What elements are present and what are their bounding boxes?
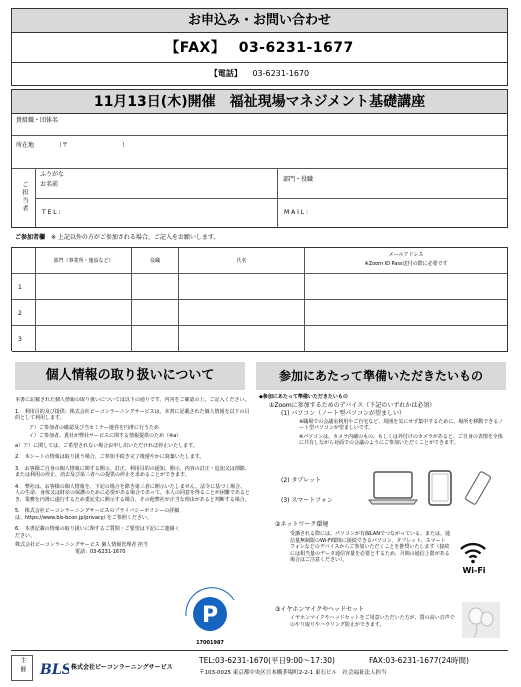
wifi-icon [458, 540, 488, 568]
name-label: お名前 [40, 180, 59, 188]
address-label: 所在地 [16, 142, 35, 149]
tel-field-label: T E L : [42, 209, 61, 216]
tel-line [12, 63, 507, 85]
privacy-paragraph: 本書に記載された個人情報の取り扱いについては以下の通りです。内容をご確認の上、ご記入ください。 [15, 397, 250, 403]
privacy-contact-company: 株式会社ビーコンラーニングサービス 個人情報管理者 担当 [15, 542, 148, 548]
privacy-title: 個人情報の取り扱いについて [15, 362, 245, 390]
row-dept-input[interactable] [36, 300, 132, 326]
event-title: 11月13日(木)開催 福祉現場マネジメント基礎講座 [11, 89, 508, 114]
company-logo [39, 658, 69, 680]
email-header-label: メールアドレス [388, 252, 424, 258]
prep-network-text: 受講される際には、パソコンが有線LANでつながっている、または、通信量無制限のWi-Fi環境に接続できるパソコン、タブレット、スマートフォンなどのデバイスからご参加いただくことを推奨いたします（接続には相当量のデータ通信容量を必要とするため、月間の通信上限がある場合はご注意ください）。 [290, 531, 450, 563]
company-name: 株式会社ビーコンラーニングサービス [71, 664, 173, 671]
prep-item2-title: ②ネットワーク環境 [275, 521, 329, 528]
col-email-header [305, 248, 508, 274]
tel-label: 【電話】 [209, 69, 242, 78]
svg-text:BLS: BLS [40, 662, 69, 678]
person-name-field[interactable] [36, 169, 278, 199]
prep-phone-label: (3) スマートフォン [281, 497, 333, 504]
prep-lead: ◆参加にあたって準備いただきたいもの [259, 394, 348, 400]
prep-pc-note1: ※職場での会議室利用やご自宅など、周囲を気にせず集中するために、場所を移動できるノート型パソコンが望ましいです。 [299, 418, 504, 431]
row-dept-input[interactable] [36, 274, 132, 300]
contact-title: お申込み・お問い合わせ [12, 9, 507, 33]
row-email-input[interactable] [305, 274, 508, 300]
row-name-input[interactable] [179, 300, 305, 326]
privacy-mark-number: 17001987 [196, 640, 224, 646]
row-email-input[interactable] [305, 326, 508, 352]
laptop-icon [368, 470, 418, 510]
mail-field[interactable] [278, 199, 507, 227]
prep-headset-text: イヤホンマイクやヘッドセットをご用意いただいた方が、質の高い音声でのやり取りやハウリング防止ができます。 [290, 615, 455, 628]
privacy-paragraph: a）ア）に関しては、ご希望されない場合お申し出いただければ停止いたします。 [15, 442, 198, 449]
tablet-icon [428, 470, 452, 510]
col-num-header [12, 248, 36, 274]
prep-item3-title: ③イヤホンマイクやヘッドセット [275, 606, 364, 613]
headset-icon [462, 602, 500, 642]
privacy-mark-logo [180, 580, 240, 640]
tel-number: 03-6231-1670 [252, 69, 310, 78]
furigana-label: ふりがな [40, 171, 65, 178]
row-number: 1 [12, 274, 36, 300]
row-number: 3 [12, 326, 36, 352]
row-name-input[interactable] [179, 274, 305, 300]
tel-field[interactable] [36, 199, 278, 227]
col-dept-header: 部門（事業所・施設など） [36, 248, 132, 274]
row-position-input[interactable] [132, 300, 179, 326]
col-name-header: 氏名 [179, 248, 305, 274]
row-dept-input[interactable] [36, 326, 132, 352]
participants-heading-note: ※ 上記以外の方がご参加される場合、ご記入をお願いします。 [50, 234, 220, 241]
contact-side-cell [12, 169, 36, 227]
footer [11, 650, 508, 683]
privacy-paragraph: イ）ご参加者、貴社が弊社サービスに関する情報提供のため（※a） [29, 433, 182, 439]
privacy-paragraph: 5. 株式会社ビーコンラーニングサービスのプライバシーポリシーの詳細は、https://www.bls-bcon.jp/privacy/ をご参照ください。 [15, 508, 180, 521]
address-value: （〒 ） [55, 142, 128, 149]
fax-number: 03-6231-1677 [238, 40, 354, 56]
privacy-paragraph: 1. 利用目的及び提供：株式会社ビーコンラーニングサービスは、本書に記載された個人情報を以下の目的として利用します。 [15, 408, 250, 421]
prep-item1-title: ①Zoomに参加するためのデバイス（下記のいずれかは必須） [269, 401, 436, 409]
organizer-label [11, 655, 33, 681]
privacy-paragraph: 2. 本シートの情報は取り扱う場合、ご参加手続き完了後速やかに廃棄いたします。 [15, 454, 205, 460]
contact-header-box [11, 8, 508, 86]
address-field[interactable] [12, 136, 507, 169]
wifi-label: Wi-Fi [462, 566, 486, 575]
prep-title: 参加にあたって準備いただきたいもの [256, 362, 506, 390]
privacy-paragraph: 6. 本書記載の情報の取り扱いに関するご質問・ご要望は下記にご連絡ください。 [15, 526, 180, 539]
footer-fax: FAX:03-6231-1677(24時間) [369, 656, 469, 665]
org-name-field[interactable] [12, 114, 507, 136]
dept-field[interactable] [278, 169, 507, 199]
footer-address: 〒103-0025 東京都中央区日本橋茅場町2-2-1 東石ビル 社会福祉法人担当 [199, 670, 387, 676]
row-position-input[interactable] [132, 326, 179, 352]
contact-side-label: ご担当者 [21, 181, 28, 213]
privacy-contact-tel: 電話：03-6231-1670 [75, 548, 126, 555]
email-header-note: ※Zoom ID Pass送付の際に必要です [364, 260, 448, 267]
participants-heading-strong: ご参加者欄 [15, 234, 46, 241]
prep-pc-note2: ※パソコンは、カメラ内蔵のもの、もしくは外付けのカメラがあると、ご自身の表情を全体に共有しながら対面での会議のようにご参加いただくことができます。 [299, 433, 503, 446]
privacy-paragraph: ア）ご参加者の確認及び当セミナー運営を円滑に行うため [29, 424, 160, 431]
dept-label: 部門・役職 [283, 176, 314, 183]
prep-pc-label: (1) パソコン（ノート型パソコンが望ましい） [281, 410, 405, 417]
participants-heading [11, 234, 508, 247]
row-name-input[interactable] [179, 326, 305, 352]
org-name-label: 貴組織・団体名 [16, 117, 59, 124]
row-email-input[interactable] [305, 300, 508, 326]
participants-table [11, 247, 508, 351]
footer-tel: TEL:03-6231-1670(平日9:00～17:30) [199, 656, 335, 665]
fax-line [12, 33, 507, 63]
row-number: 2 [12, 300, 36, 326]
mail-field-label: M A I L : [284, 209, 309, 216]
privacy-paragraph: 3. お客様ご自身の個人情報に関する開示、訂正、利用目的の通知、開示、内容の訂正・追加又は削除、または利用の停止、消去及び第三者への提供の停止を求めることができます。 [15, 465, 250, 478]
participants-section [11, 234, 508, 352]
organizer-label-text: 主催 [18, 657, 26, 675]
svg-text:P: P [201, 603, 219, 628]
privacy-paragraph: 4. 弊社は、お客様の個人情報を、下記の場合を除き第三者に開示いたしません。法令に基づく場合、人の生命、身体又は財産の保護のために必要がある場合であって、本人の同意を得ることが困難であるとき、業務を円滑に遂行するため委託先に開示する場合、その他弊社が正当な理由があると判断する場合。 [15, 483, 250, 503]
application-form [11, 114, 508, 228]
row-position-input[interactable] [132, 274, 179, 300]
fax-label: 【FAX】 [165, 40, 226, 56]
col-position-header: 役職 [132, 248, 179, 274]
prep-tablet-label: (2) タブレット [281, 477, 322, 484]
smartphone-icon [464, 470, 492, 510]
